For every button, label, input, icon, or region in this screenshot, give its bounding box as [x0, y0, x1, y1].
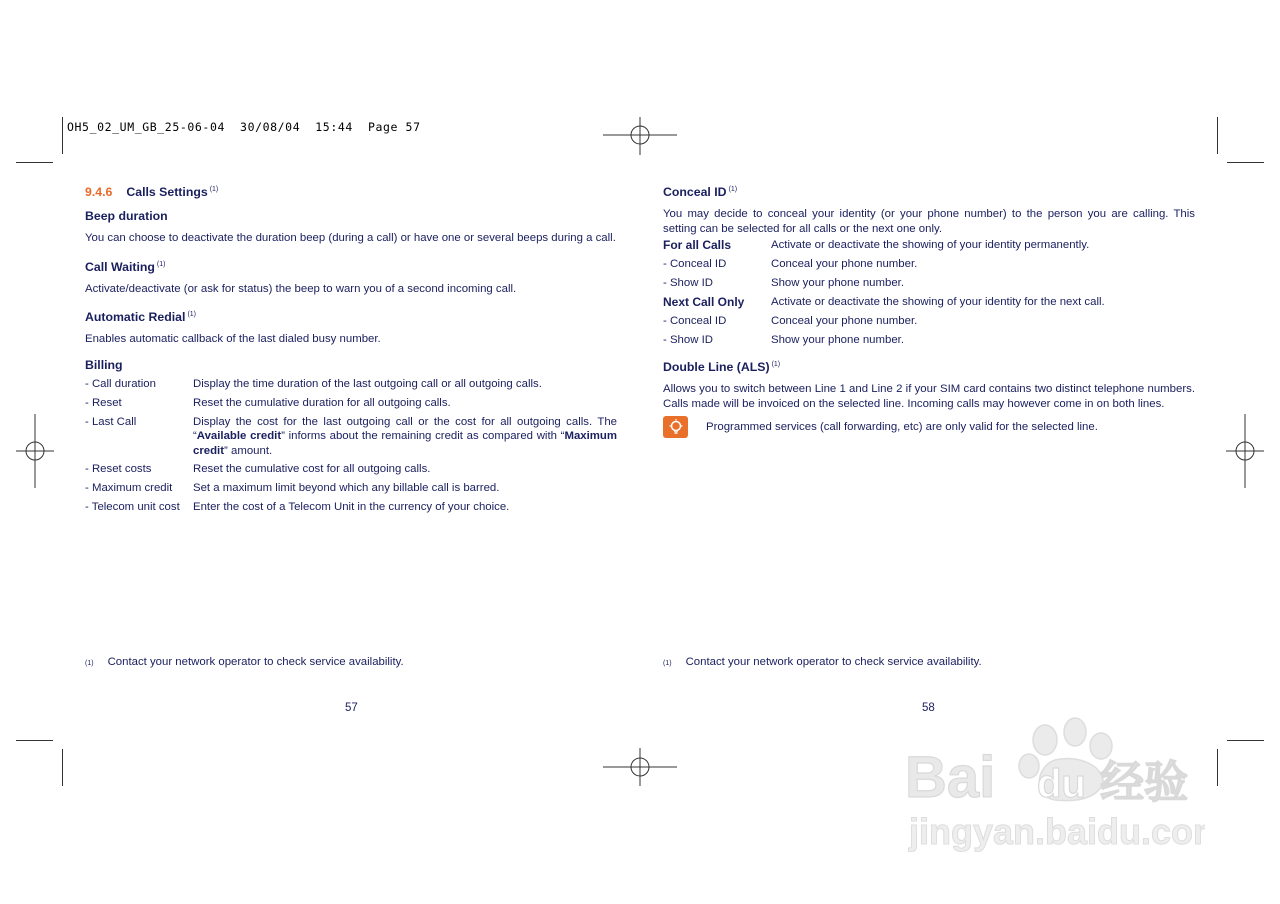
left-page-content — [85, 180, 617, 517]
option-row — [663, 274, 1195, 293]
double-line-title: Double Line (ALS) — [663, 360, 770, 374]
option-key: - Conceal ID — [663, 258, 727, 270]
option-row — [663, 331, 1195, 350]
option-row-next-call — [663, 293, 1195, 312]
billing-row-value: Reset the cumulative duration for all outgoing calls. — [193, 396, 451, 409]
call-waiting-heading — [85, 255, 617, 277]
billing-row — [85, 460, 617, 479]
page-number-left: 57 — [345, 702, 358, 714]
billing-row-value — [193, 415, 617, 459]
option-key: Next Call Only — [663, 295, 745, 309]
option-value: Activate or deactivate the showing of your identity for the next call. — [771, 296, 1105, 308]
lightbulb-hint-icon — [663, 416, 688, 438]
footnote-marker: (1) — [187, 311, 197, 318]
crop-mark — [1227, 740, 1264, 741]
watermark-brand-2: du — [1037, 762, 1086, 806]
last-call-text: Display the cost for the last outgoing call or the cost for all outgoing calls. The “ — [193, 415, 617, 442]
option-value: Conceal your phone number. — [771, 315, 918, 327]
watermark-cn: 经验 — [1100, 757, 1188, 808]
option-key: - Show ID — [663, 334, 714, 346]
call-waiting-text: Activate/deactivate (or ask for status) the beep to warn you of a second incoming call. — [85, 282, 517, 295]
billing-heading: Billing — [85, 357, 123, 372]
billing-row-last-call — [85, 413, 617, 461]
billing-row-value: Set a maximum limit beyond which any billable call is barred. — [193, 482, 500, 494]
beep-duration-text: You can choose to deactivate the duration beep (during a call) or have one or several beeps during a call. — [85, 232, 616, 244]
crop-mark — [1217, 749, 1218, 786]
watermark-url: jingyan.baidu.com — [909, 811, 1205, 852]
billing-row-key: - Telecom unit cost — [85, 501, 180, 513]
crop-mark — [62, 749, 63, 786]
section-heading — [85, 180, 617, 202]
registration-mark-right — [1226, 414, 1264, 488]
section-title: Calls Settings — [126, 185, 208, 199]
last-call-text: ” informs about the remaining credit as compared with “ — [281, 430, 565, 442]
billing-row-key: - Reset — [85, 396, 122, 409]
double-line-text: Allows you to switch between Line 1 and Line 2 if your SIM card contains two distinct telephone numbers. Calls made will be invoiced on the selected line. Incoming calls may however come in on both lines. — [663, 383, 1195, 410]
billing-row-key: - Call duration — [85, 377, 156, 390]
footnote-text: Contact your network operator to check service availability. — [107, 656, 404, 668]
footnote-marker: (1) — [209, 186, 219, 193]
crop-mark — [1217, 117, 1218, 154]
available-credit-term: Available credit — [196, 430, 282, 442]
registration-mark-left — [16, 414, 54, 488]
watermark-brand: Bai — [905, 745, 996, 810]
option-value: Activate or deactivate the showing of your identity permanently. — [771, 239, 1090, 251]
option-row-all-calls — [663, 236, 1195, 255]
footnote-marker: (1) — [728, 186, 738, 193]
billing-row — [85, 375, 617, 394]
crop-mark — [16, 740, 53, 741]
automatic-redial-heading — [85, 305, 617, 327]
right-footnote — [663, 656, 982, 668]
billing-row-key: - Maximum credit — [85, 482, 173, 494]
baidu-watermark — [905, 712, 1205, 862]
maximum-credit-term: Maximum credit — [193, 430, 617, 457]
option-row — [663, 312, 1195, 331]
billing-row-value: Display the time duration of the last outgoing call or all outgoing calls. — [193, 377, 542, 390]
option-row — [663, 255, 1195, 274]
billing-row-value: Reset the cumulative cost for all outgoing calls. — [193, 463, 431, 475]
option-value: Show your phone number. — [771, 334, 904, 346]
crop-mark — [1227, 162, 1264, 163]
billing-row-key: - Reset costs — [85, 463, 152, 475]
conceal-id-text: You may decide to conceal your identity (or your phone number) to the person you are calling. This setting can be selected for all calls or the next one only. — [663, 208, 1195, 235]
registration-mark-top — [603, 117, 677, 155]
automatic-redial-title: Automatic Redial — [85, 310, 186, 324]
left-footnote — [85, 656, 404, 668]
option-key: - Show ID — [663, 277, 714, 289]
last-call-text: ” amount. — [224, 444, 273, 457]
section-number: 9.4.6 — [85, 185, 113, 199]
footnote-marker: (1) — [663, 660, 672, 667]
footnote-marker: (1) — [156, 260, 166, 268]
automatic-redial-text: Enables automatic callback of the last dialed busy number. — [85, 333, 381, 345]
billing-row — [85, 498, 617, 517]
option-value: Conceal your phone number. — [771, 258, 918, 270]
print-header: OH5_02_UM_GB_25-06-04 30/08/04 15:44 Page 57 — [67, 120, 421, 134]
hint-note — [663, 416, 1195, 438]
page-number-right: 58 — [922, 702, 935, 714]
footnote-text: Contact your network operator to check service availability. — [685, 656, 982, 668]
option-value: Show your phone number. — [771, 277, 904, 289]
option-key: For all Calls — [663, 238, 732, 252]
billing-row-key: - Last Call — [85, 415, 137, 428]
footnote-marker: (1) — [771, 361, 781, 368]
right-page-content — [663, 180, 1195, 438]
billing-row — [85, 479, 617, 498]
call-waiting-title: Call Waiting — [85, 259, 155, 274]
conceal-id-title: Conceal ID — [663, 185, 727, 199]
crop-mark — [62, 117, 63, 154]
option-key: - Conceal ID — [663, 315, 727, 327]
beep-duration-heading: Beep duration — [85, 209, 168, 223]
double-line-heading — [663, 355, 1195, 377]
footnote-marker: (1) — [85, 660, 94, 667]
hint-note-text: Programmed services (call forwarding, etc) are only valid for the selected line. — [706, 421, 1098, 433]
billing-row — [85, 394, 617, 413]
registration-mark-bottom — [603, 748, 677, 786]
crop-mark — [16, 162, 53, 163]
conceal-id-heading — [663, 180, 1195, 202]
billing-row-value: Enter the cost of a Telecom Unit in the currency of your choice. — [193, 501, 510, 513]
